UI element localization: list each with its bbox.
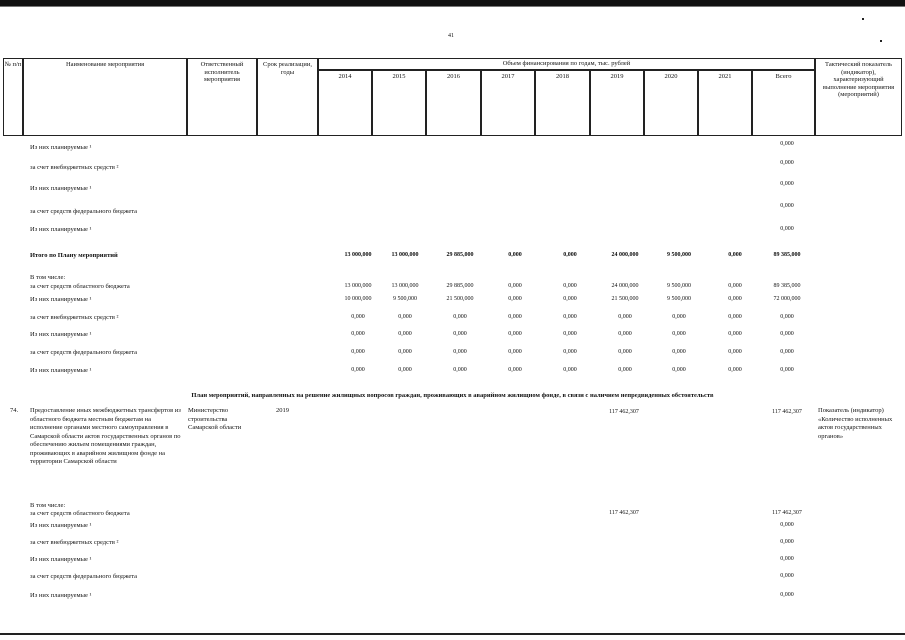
plan-row-value: 13 000,000 (391, 283, 419, 289)
item-row-total: 0,000 (780, 573, 794, 579)
row-label: Из них планируемые ¹ (30, 185, 92, 192)
plan-row-value: 0,000 (453, 367, 467, 373)
header-year-1: 2015 (372, 70, 426, 136)
plan-row-value: 9 500,000 (393, 296, 417, 302)
plan-row-value: 0,000 (780, 314, 794, 320)
plan-row-value: 21 500,000 (446, 296, 474, 302)
row-label: Из них планируемые ¹ (30, 144, 92, 151)
item-row-total: 0,000 (780, 522, 794, 528)
plan-total-value: 13 000,000 (344, 252, 372, 258)
item-including-label: В том числе: (30, 502, 66, 509)
plan-row-label: за счет средств областного бюджета (30, 283, 130, 290)
plan-row-value: 0,000 (618, 331, 632, 337)
plan-row-value: 24 000,000 (611, 283, 639, 289)
header-year-3: 2017 (481, 70, 535, 136)
item-row-label: Из них планируемые ¹ (30, 592, 92, 599)
header-col-executor: Ответственный исполнитель мероприятия (187, 58, 257, 136)
item-number: 74. (10, 407, 19, 414)
item-name: Предоставление иных межбюджетных трансфертов из областного бюджета местным бюджетам на исполнение органами местного самоуправления в Самарской области актов государственных органов по обеспечению жильем помещениями граждан, проживающих в аварийном жилищном фонде на территории Самарской области (30, 407, 181, 465)
item-row-total: 0,000 (780, 592, 794, 598)
plan-row-label: за счет внебюджетных средств ² (30, 314, 119, 321)
plan-row-label: Из них планируемые ¹ (30, 331, 92, 338)
plan-row-value: 0,000 (672, 314, 686, 320)
plan-row-value: 0,000 (563, 314, 577, 320)
header-year-7: 2021 (698, 70, 752, 136)
plan-row-value: 0,000 (672, 349, 686, 355)
row-label: за счет внебюджетных средств ² (30, 164, 119, 171)
header-year-8: Всего (752, 70, 815, 136)
row-total: 0,000 (780, 141, 794, 147)
item-row-value-2019: 117 462,307 (609, 510, 639, 516)
header-col-name: Наименование мероприятия (23, 58, 187, 136)
plan-row-value: 0,000 (563, 296, 577, 302)
plan-total-value: 0,000 (563, 252, 577, 258)
scan-top-border-line (0, 6, 905, 7)
plan-row-value: 0,000 (728, 349, 742, 355)
plan-row-label: Из них планируемые ¹ (30, 367, 92, 374)
plan-row-value: 0,000 (351, 367, 365, 373)
plan-total-value: 0,000 (508, 252, 522, 258)
header-year-0: 2014 (318, 70, 372, 136)
scan-bottom-border (0, 633, 905, 635)
plan-row-value: 0,000 (453, 314, 467, 320)
plan-row-value: 0,000 (508, 296, 522, 302)
plan-row-value: 0,000 (508, 283, 522, 289)
header-year-2: 2016 (426, 70, 481, 136)
header-year-4: 2018 (535, 70, 590, 136)
item-row-label: за счет внебюджетных средств ² (30, 539, 119, 546)
row-total: 0,000 (780, 160, 794, 166)
plan-row-value: 0,000 (728, 314, 742, 320)
plan-row-value: 0,000 (618, 349, 632, 355)
header-col-term: Срок реализации, годы (257, 58, 318, 136)
plan-row-value: 0,000 (672, 367, 686, 373)
plan-row-value: 0,000 (728, 283, 742, 289)
row-label: Из них планируемые ¹ (30, 226, 92, 233)
plan-total-value: 89 385,000 (773, 252, 801, 258)
plan-row-value: 9 500,000 (667, 283, 691, 289)
plan-row-value: 0,000 (618, 314, 632, 320)
plan-row-value: 0,000 (508, 331, 522, 337)
plan-row-value: 0,000 (728, 367, 742, 373)
item-row-total: 0,000 (780, 539, 794, 545)
item-row-total: 117 462,307 (772, 510, 802, 516)
plan-row-value: 0,000 (351, 314, 365, 320)
plan-row-value: 0,000 (453, 349, 467, 355)
plan-row-value: 0,000 (563, 283, 577, 289)
plan-total-value: 9 500,000 (667, 252, 691, 258)
plan-row-value: 0,000 (398, 314, 412, 320)
plan-row-value: 0,000 (780, 367, 794, 373)
item-indicator: Показатель (индикатор) «Количество исполненных актов государственных органов» (818, 407, 893, 440)
header-col-financing: Объем финансирования по годам, тыс. рублей (318, 58, 815, 70)
plan-row-value: 0,000 (563, 331, 577, 337)
including-label: В том числе: (30, 274, 66, 281)
plan-row-value: 0,000 (453, 331, 467, 337)
plan-row-value: 0,000 (563, 367, 577, 373)
header-year-5: 2019 (590, 70, 644, 136)
item-row-label: за счет средств областного бюджета (30, 510, 130, 517)
plan-total-label: Итого по Плану мероприятий (30, 252, 118, 259)
row-total: 0,000 (780, 181, 794, 187)
plan-row-label: Из них планируемые ¹ (30, 296, 92, 303)
plan-row-value: 0,000 (672, 331, 686, 337)
row-total: 0,000 (780, 203, 794, 209)
plan-row-value: 72 000,000 (773, 296, 801, 302)
plan-total-value: 29 885,000 (446, 252, 474, 258)
plan-row-value: 0,000 (780, 349, 794, 355)
plan-row-value: 0,000 (728, 296, 742, 302)
plan-row-value: 9 500,000 (667, 296, 691, 302)
item-row-label: за счет средств федерального бюджета (30, 573, 138, 580)
item-executor: Министерство строительства Самарской области (188, 407, 242, 431)
page-number: 41 (448, 33, 454, 39)
plan-row-value: 0,000 (398, 367, 412, 373)
plan-row-value: 0,000 (508, 367, 522, 373)
item-row-label: Из них планируемые ¹ (30, 556, 92, 563)
plan-row-value: 0,000 (618, 367, 632, 373)
header-col-indicator: Тактический показатель (индикатор), характеризующий выполнение мероприятия (мероприятий) (815, 58, 902, 136)
item-total: 117 462,307 (772, 409, 802, 415)
plan-total-value: 24 000,000 (611, 252, 639, 258)
plan-row-label: за счет средств федерального бюджета (30, 349, 138, 356)
item-term: 2019 (276, 407, 289, 414)
plan-row-value: 0,000 (563, 349, 577, 355)
scan-speck (862, 18, 864, 20)
plan-row-value: 0,000 (351, 331, 365, 337)
item-value-2019: 117 462,307 (609, 409, 639, 415)
plan-row-value: 10 000,000 (344, 296, 372, 302)
item-row-label: Из них планируемые ¹ (30, 522, 92, 529)
plan-row-value: 29 885,000 (446, 283, 474, 289)
plan-total-value: 13 000,000 (391, 252, 419, 258)
plan-row-value: 0,000 (351, 349, 365, 355)
plan-row-value: 0,000 (398, 331, 412, 337)
scan-speck (880, 40, 882, 42)
header-year-6: 2020 (644, 70, 698, 136)
plan-row-value: 13 000,000 (344, 283, 372, 289)
plan-row-value: 89 385,000 (773, 283, 801, 289)
plan-row-value: 0,000 (780, 331, 794, 337)
item-row-total: 0,000 (780, 556, 794, 562)
row-total: 0,000 (780, 226, 794, 232)
section-title: План мероприятий, направленных на решение жилищных вопросов граждан, проживающих в аварийном жилищном фонде, в связи с наличием непредвиденных обстоятельств (191, 392, 714, 399)
plan-row-value: 0,000 (508, 349, 522, 355)
plan-row-value: 0,000 (728, 331, 742, 337)
row-label: за счет средств федерального бюджета (30, 208, 138, 215)
plan-row-value: 21 500,000 (611, 296, 639, 302)
plan-row-value: 0,000 (508, 314, 522, 320)
plan-total-value: 0,000 (728, 252, 742, 258)
plan-row-value: 0,000 (398, 349, 412, 355)
header-col-number: № п/п (3, 58, 23, 136)
